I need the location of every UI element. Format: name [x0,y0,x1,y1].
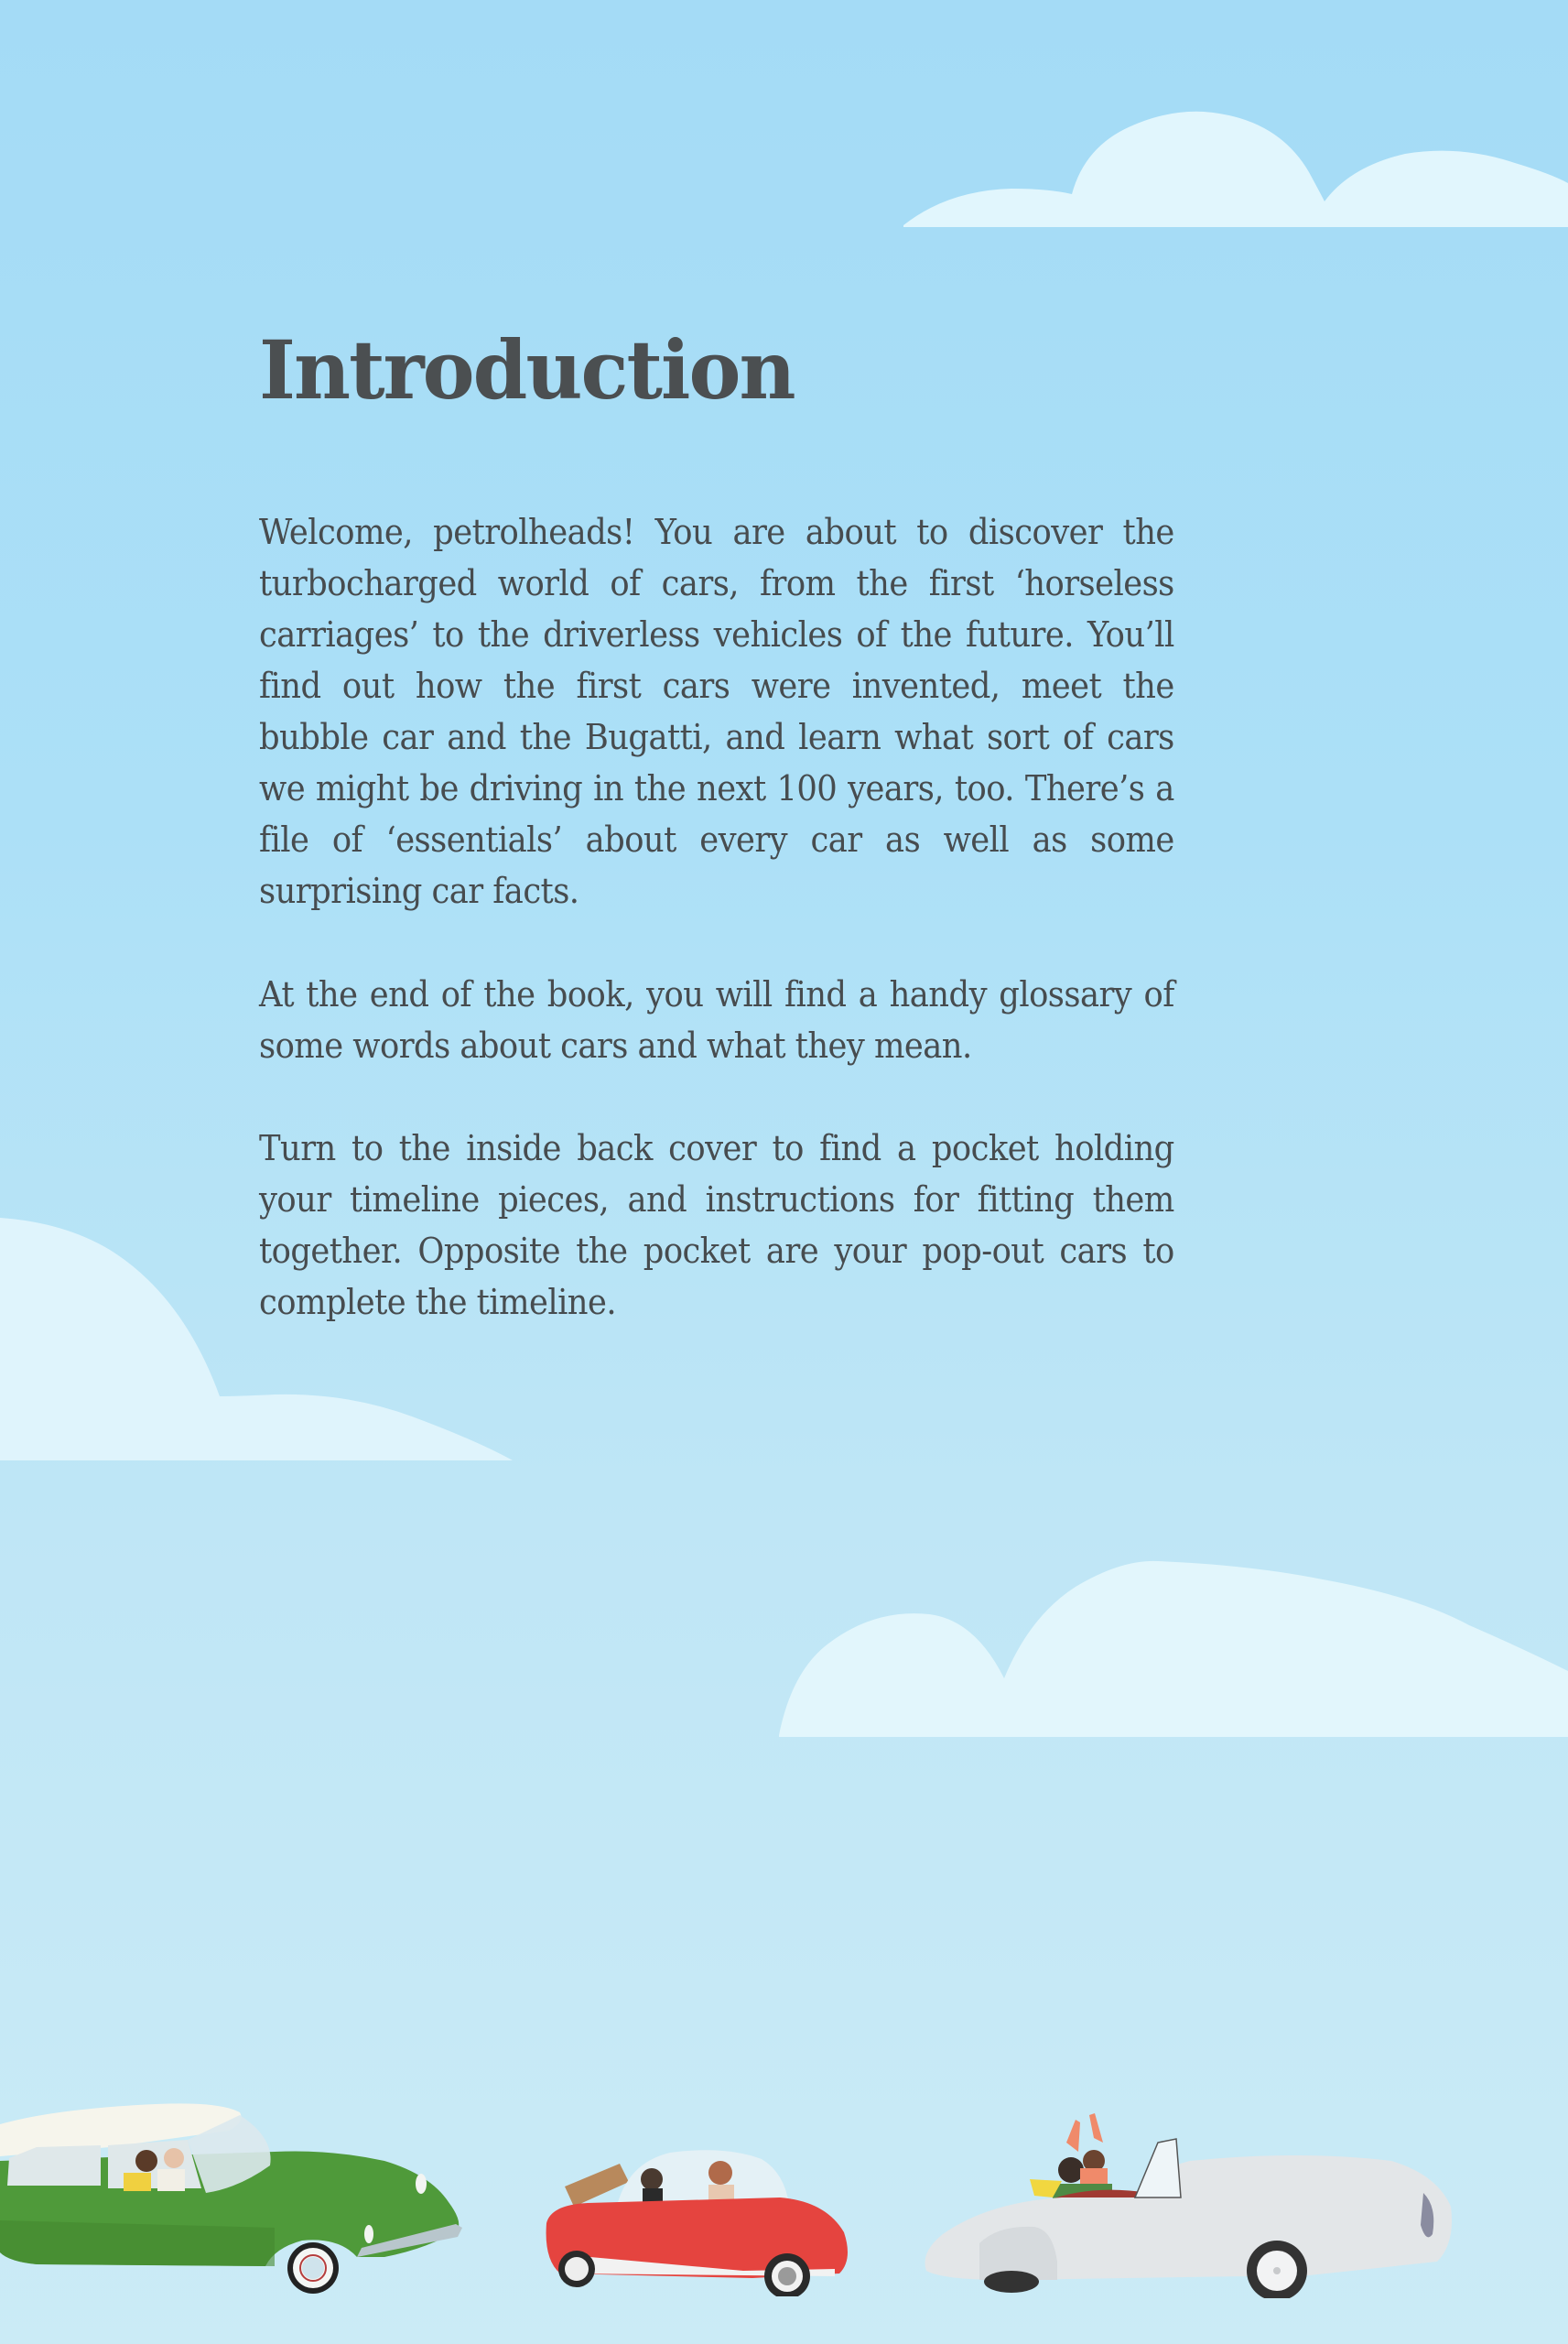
red-bubble-car-icon [533,2122,855,2296]
green-saloon-car-icon [0,2074,467,2294]
paragraph-glossary: At the end of the book, you will find a handy glossary of some words about cars and what they mean. [259,974,1174,1066]
cloud-top-right-icon [892,110,1568,229]
cloud-lower-right-icon [773,1543,1568,1740]
page-title: Introduction [259,322,795,418]
paragraph-timeline: Turn to the inside back cover to find a pocket holding your timeline pieces, and instructions for fitting them together. Opposite the pocket are your pop-out cars to complete the timeline. [259,1128,1174,1322]
paragraph-welcome: Welcome, petrolheads! You are about to discover the turbocharged world of cars, from the first ‘horseless carriages’ to the driverless vehicles of the future. You’ll find out how the first cars were invented, meet the bubble car and the Bugatti, and learn what sort of cars we might be driving in the next 100 years, too. There’s a file of ‘essentials’ about every car as well as some surprising car facts. [259,512,1174,911]
intro-body [259,506,1174,1328]
silver-roadster-car-icon [915,2106,1465,2298]
